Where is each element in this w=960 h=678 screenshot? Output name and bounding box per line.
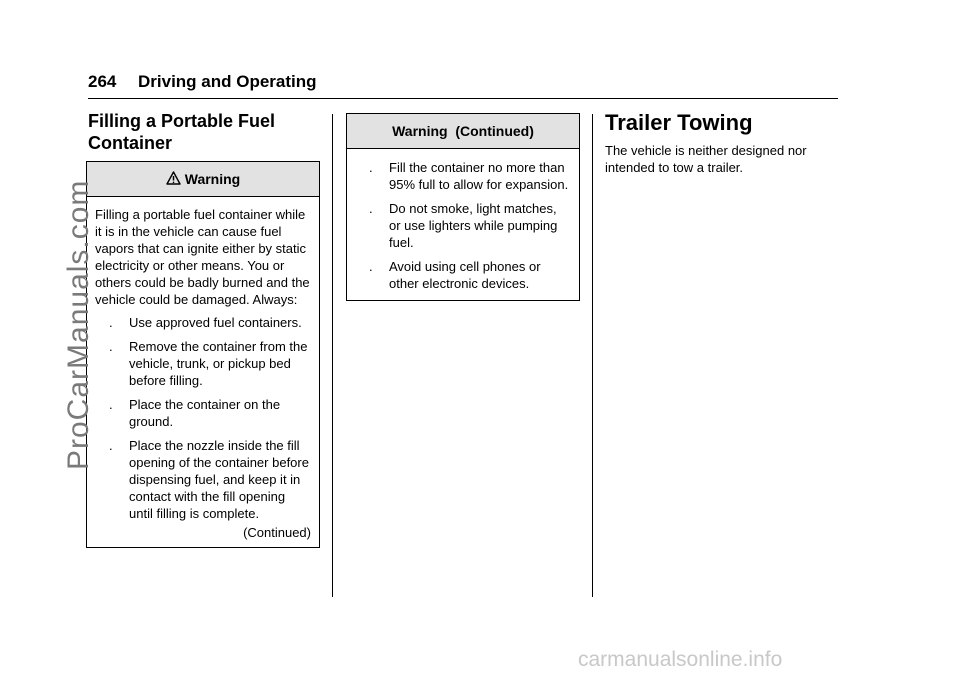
- continued-label: (Continued): [243, 525, 311, 540]
- page-header: [88, 72, 838, 99]
- bullet-symbol: .: [369, 259, 373, 274]
- list-item-text: Avoid using cell phones or other electronic devices.: [389, 259, 541, 291]
- warning-title: Warning: [184, 171, 241, 187]
- bullet-symbol: .: [109, 397, 113, 412]
- list-item: [355, 258, 571, 292]
- column-divider-right: [592, 114, 593, 597]
- bullet-symbol: .: [109, 438, 113, 453]
- list-item: [95, 437, 311, 522]
- list-item: [95, 314, 311, 331]
- warning-header: Warning (Continued): [347, 114, 579, 149]
- watermark-side: ProCarManuals.com: [62, 179, 95, 470]
- warning-body: [347, 149, 579, 300]
- warning-box-continued: [346, 113, 580, 301]
- bullet-symbol: .: [369, 160, 373, 175]
- list-item-text: Fill the container no more than 95% full to allow for expansion.: [389, 160, 569, 192]
- list-item: [355, 200, 571, 251]
- list-item-text: Place the container on the ground.: [129, 397, 281, 429]
- watermark-bottom: carmanualsonline.info: [578, 648, 783, 671]
- list-item: [95, 338, 311, 389]
- list-item-text: Remove the container from the vehicle, trunk, or pickup bed before filling.: [129, 339, 308, 388]
- bullet-symbol: .: [109, 339, 113, 354]
- warning-intro: Filling a portable fuel container while it is in the vehicle can cause fuel vapors that can ignite either by static electricity or other means. You or others could be badly burned and the vehicle could be damaged. Always:: [95, 207, 310, 307]
- column-divider-left: [332, 114, 333, 597]
- warning-box-fuel-container: [86, 161, 320, 548]
- list-item: [95, 396, 311, 430]
- bullet-symbol: .: [369, 201, 373, 216]
- warning-icon: [166, 171, 181, 185]
- list-item-text: Do not smoke, light matches, or use lighters while pumping fuel.: [389, 201, 558, 250]
- list-item-text: Place the nozzle inside the fill opening of the container before dispensing fuel, and keep it in contact with the fill opening until filling is complete.: [129, 438, 309, 521]
- trailer-towing-body: The vehicle is neither designed nor intended to tow a trailer.: [605, 143, 807, 175]
- section-title-trailer-towing: Trailer Towing: [605, 110, 753, 135]
- list-item-text: Use approved fuel containers.: [129, 315, 302, 330]
- warning-bullet-list: [95, 314, 311, 522]
- warning-header: [87, 162, 319, 197]
- warning-body: [87, 197, 319, 547]
- page-number: 264: [88, 72, 117, 91]
- chapter-title: Driving and Operating: [138, 72, 317, 91]
- bullet-symbol: .: [109, 315, 113, 330]
- warning-bullet-list: [355, 159, 571, 292]
- section-title-fuel-container: Filling a Portable Fuel Container: [88, 111, 276, 153]
- list-item: [355, 159, 571, 193]
